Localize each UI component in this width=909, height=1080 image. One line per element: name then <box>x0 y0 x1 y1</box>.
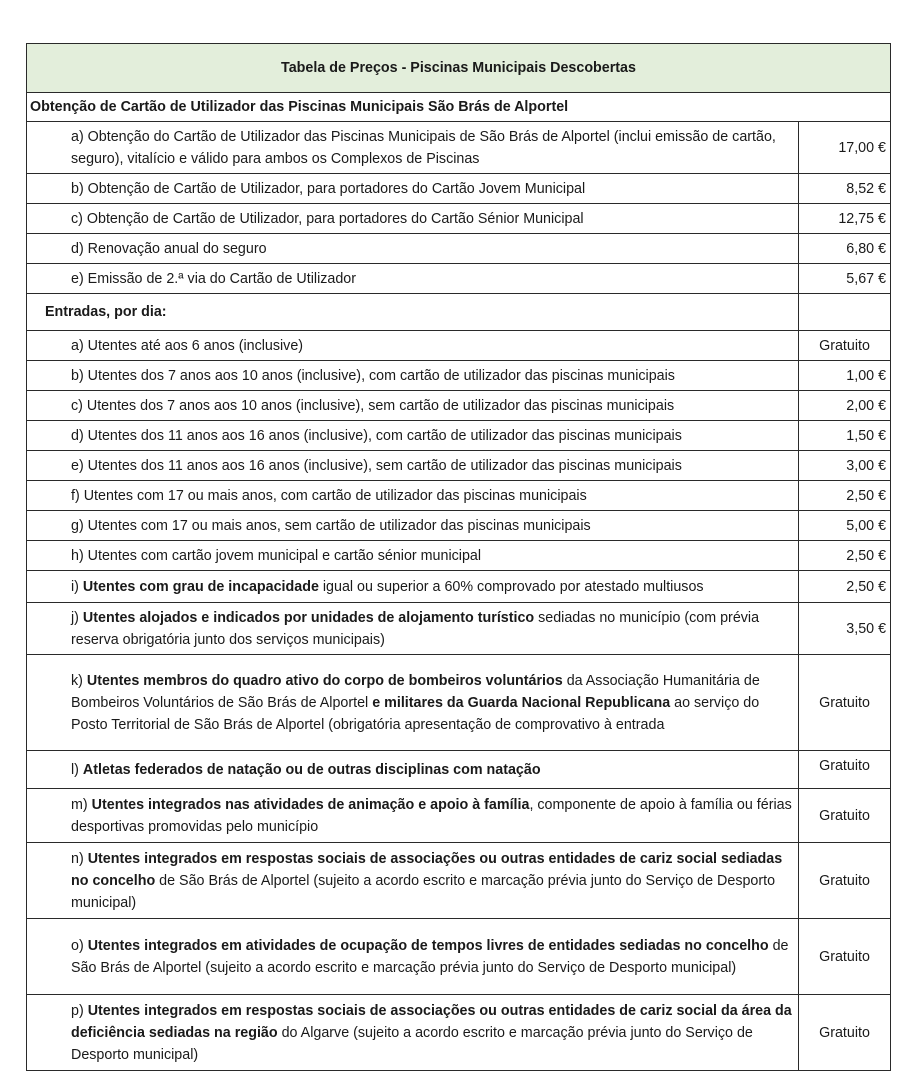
item-price: 3,00 € <box>799 451 891 481</box>
item-mid-text: da Associação Humanitária de Bombeiros Voluntários de São Brás de Alportel <box>71 672 760 711</box>
table-row <box>27 751 891 789</box>
table-row <box>27 919 891 995</box>
item-description: f) Utentes com 17 ou mais anos, com cartão de utilizador das piscinas municipais <box>27 481 799 511</box>
item-description <box>27 571 799 603</box>
item-prefix: o) <box>71 937 88 954</box>
section-heading-row <box>27 294 891 331</box>
item-bold-text: Utentes integrados em respostas sociais de associações ou outras entidades de cariz social sediadas no concelho <box>71 850 783 889</box>
item-description <box>27 843 799 919</box>
item-description: d) Utentes dos 11 anos aos 16 anos (inclusive), com cartão de utilizador das piscinas municipais <box>27 421 799 451</box>
section-heading-entries: Entradas, por dia: <box>27 294 799 331</box>
table-row <box>27 995 891 1071</box>
table-row <box>27 541 891 571</box>
item-price: 2,50 € <box>799 481 891 511</box>
item-description <box>27 655 799 751</box>
item-description <box>27 995 799 1071</box>
item-price: 3,50 € <box>799 603 891 655</box>
item-price: 12,75 € <box>799 204 891 234</box>
item-prefix: l) <box>71 761 83 778</box>
item-rest-text: sediadas no município (com prévia reserva obrigatória junto dos serviços municipais) <box>71 609 760 648</box>
table-row <box>27 655 891 751</box>
table-title: Tabela de Preços - Piscinas Municipais Descobertas <box>27 44 891 93</box>
table-row <box>27 234 891 264</box>
table-row <box>27 511 891 541</box>
item-bold-text: Utentes integrados em atividades de ocupação de tempos livres de entidades sediadas no concelho <box>87 937 769 954</box>
item-price: Gratuito <box>799 995 891 1071</box>
title-row <box>27 44 891 93</box>
table-row <box>27 451 891 481</box>
price-table-document <box>26 43 890 1071</box>
item-description: a) Utentes até aos 6 anos (inclusive) <box>27 331 799 361</box>
section-heading-row <box>27 93 891 122</box>
item-price: 2,00 € <box>799 391 891 421</box>
item-price: 6,80 € <box>799 234 891 264</box>
table-row <box>27 391 891 421</box>
item-description: h) Utentes com cartão jovem municipal e cartão sénior municipal <box>27 541 799 571</box>
table-row <box>27 843 891 919</box>
table-row <box>27 174 891 204</box>
item-prefix: p) <box>71 1002 88 1019</box>
item-description: e) Utentes dos 11 anos aos 16 anos (inclusive), sem cartão de utilizador das piscinas municipais <box>27 451 799 481</box>
item-price: 2,50 € <box>799 571 891 603</box>
table-row <box>27 789 891 843</box>
table-row <box>27 603 891 655</box>
item-rest-text: igual ou superior a 60% comprovado por atestado multiusos <box>318 578 704 595</box>
item-prefix: n) <box>71 850 88 867</box>
item-description: g) Utentes com 17 ou mais anos, sem cartão de utilizador das piscinas municipais <box>27 511 799 541</box>
section-heading-card: Obtenção de Cartão de Utilizador das Piscinas Municipais São Brás de Alportel <box>27 93 891 122</box>
item-prefix: k) <box>71 672 87 689</box>
item-price: Gratuito <box>799 843 891 919</box>
item-description: e) Emissão de 2.ª via do Cartão de Utilizador <box>27 264 799 294</box>
item-price: Gratuito <box>799 655 891 751</box>
item-rest-text: ao serviço do Posto Territorial de São Brás de Alportel (obrigatória apresentação de comprovativo à entrada <box>71 694 760 733</box>
item-description: b) Obtenção de Cartão de Utilizador, para portadores do Cartão Jovem Municipal <box>27 174 799 204</box>
item-bold-text: Utentes integrados em respostas sociais de associações ou outras entidades de cariz social da área da deficiência sediadas na região <box>71 1002 792 1041</box>
table-row <box>27 264 891 294</box>
item-price: Gratuito <box>799 789 891 843</box>
table-row <box>27 571 891 603</box>
item-bold-text: Utentes integrados nas atividades de animação e apoio à família <box>91 796 530 813</box>
item-price: 17,00 € <box>799 122 891 174</box>
item-price: 5,00 € <box>799 511 891 541</box>
item-description: d) Renovação anual do seguro <box>27 234 799 264</box>
empty-price-cell <box>799 294 891 331</box>
table-row <box>27 331 891 361</box>
table-row <box>27 122 891 174</box>
item-bold-text-2: e militares da Guarda Nacional Republicana <box>372 694 671 711</box>
item-description <box>27 603 799 655</box>
table-row <box>27 421 891 451</box>
item-price: 1,50 € <box>799 421 891 451</box>
item-description: c) Obtenção de Cartão de Utilizador, para portadores do Cartão Sénior Municipal <box>27 204 799 234</box>
table-row <box>27 481 891 511</box>
item-bold-text: Utentes alojados e indicados por unidades de alojamento turístico <box>82 609 535 626</box>
price-table <box>26 43 891 1071</box>
item-rest-text: de São Brás de Alportel (sujeito a acordo escrito e marcação prévia junto do Serviço de Desporto municipal) <box>71 937 789 976</box>
item-price: 2,50 € <box>799 541 891 571</box>
item-rest-text: do Algarve (sujeito a acordo escrito e marcação prévia junto do Serviço de Desporto municipal) <box>71 1024 753 1063</box>
item-description <box>27 789 799 843</box>
item-description: c) Utentes dos 7 anos aos 10 anos (inclusive), sem cartão de utilizador das piscinas municipais <box>27 391 799 421</box>
item-bold-text: Atletas federados de natação ou de outras disciplinas com natação <box>82 761 541 778</box>
item-description: b) Utentes dos 7 anos aos 10 anos (inclusive), com cartão de utilizador das piscinas municipais <box>27 361 799 391</box>
table-row <box>27 204 891 234</box>
item-prefix: j) <box>71 609 83 626</box>
item-description: a) Obtenção do Cartão de Utilizador das Piscinas Municipais de São Brás de Alportel (inclui emissão de cartão, seguro), vitalício e válido para ambos os Complexos de Piscinas <box>27 122 799 174</box>
item-prefix: i) <box>71 578 83 595</box>
item-price: 8,52 € <box>799 174 891 204</box>
item-bold-text: Utentes com grau de incapacidade <box>82 578 319 595</box>
item-prefix: m) <box>71 796 92 813</box>
item-price: Gratuito <box>799 919 891 995</box>
item-rest-text: de São Brás de Alportel (sujeito a acordo escrito e marcação prévia junto do Serviço de Desporto municipal) <box>71 872 776 911</box>
item-description <box>27 751 799 789</box>
item-price: 5,67 € <box>799 264 891 294</box>
item-rest-text: , componente de apoio à família ou férias desportivas promovidas pelo município <box>71 796 792 835</box>
table-row <box>27 361 891 391</box>
item-price: Gratuito <box>799 331 891 361</box>
item-price: Gratuito <box>799 751 891 789</box>
item-price: 1,00 € <box>799 361 891 391</box>
item-description <box>27 919 799 995</box>
item-bold-text: Utentes membros do quadro ativo do corpo de bombeiros voluntários <box>86 672 563 689</box>
